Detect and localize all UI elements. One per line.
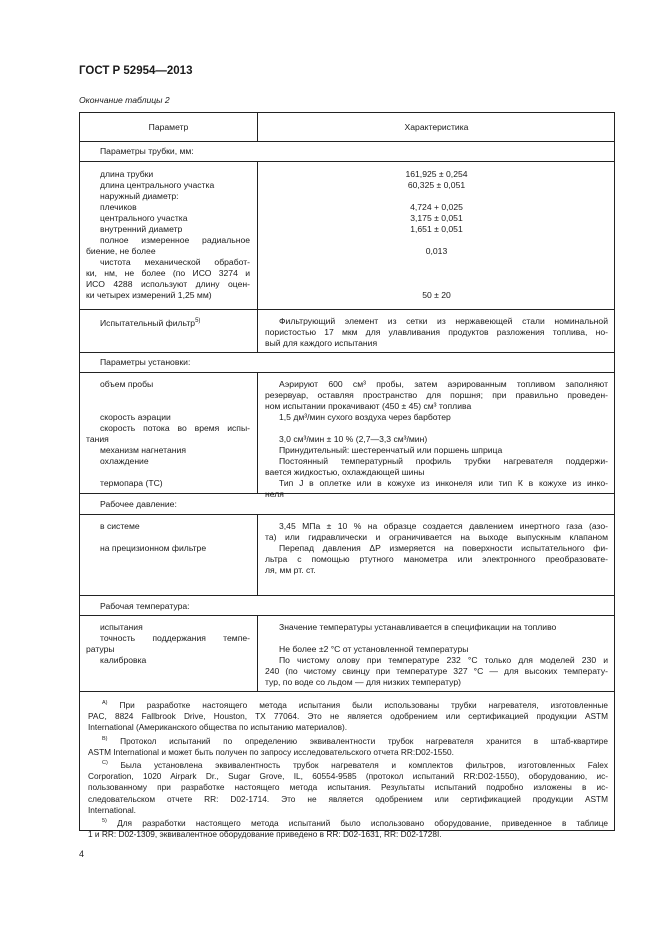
param-label: в системе (100, 521, 140, 531)
footnote-line: International. (88, 804, 136, 815)
row-divider (80, 615, 614, 616)
param-label: биение, не более (86, 246, 156, 256)
param-label: охлаждение (100, 456, 149, 466)
footnote-text: Для разработки настоящего метода испытаний было использовано оборудование, приведенное в таблице (117, 818, 608, 829)
param-label: чистота механической обработ- (100, 257, 250, 267)
param-value: тур, по воде со льдом — для низких температур) (265, 677, 461, 687)
param-label: ратуры (86, 644, 115, 654)
footnote (88, 816, 608, 829)
footnote-text: Протокол испытаний по определению эквивалентности трубок нагревателя хранится в штаб-квартире (120, 735, 608, 746)
row-divider (80, 161, 614, 162)
param-value: 0,013 (425, 246, 448, 256)
footnote-line: пользованному при разработке настоящего метода испытания. Результаты испытаний подробно изложены в ис- (88, 782, 608, 793)
param-label: ИСО 4288 используют длину оцен- (86, 279, 250, 289)
footnote (88, 734, 608, 747)
footnote-line: 1 и RR: D02-1309, эквивалентное оборудование приведено в RR: D02-1631, RR: D02-1728I. (88, 829, 442, 840)
specification-table (79, 112, 615, 840)
column-divider (257, 514, 258, 595)
param-label: испытания (100, 622, 143, 632)
param-label: скорость аэрации (100, 412, 171, 422)
section-title-temperature: Рабочая температура: (100, 601, 190, 611)
param-value: 1,5 дм³/мин сухого воздуха через барботер (279, 412, 451, 422)
param-label: калибровка (100, 655, 147, 665)
col-header-characteristic: Характеристика (404, 122, 469, 132)
param-value: пористостью 17 мкм для улавливания продуктов разложения топлива, но- (265, 327, 608, 337)
param-value: 50 ± 20 (422, 290, 451, 300)
footnote-line: Corporation, 1020 Airpark Dr., Sugar Grove, IL, 60554-9585 (протокол испытаний RR:D02-1550), оборудованию, ис- (88, 771, 608, 782)
footnote-line: International (Американского общества по испытанию материалов). (88, 722, 348, 733)
param-label: внутренний диаметр (100, 224, 183, 234)
row-divider (80, 309, 614, 310)
param-value: 161,925 ± 0,254 (405, 169, 468, 179)
param-label: термопара (ТС) (100, 478, 163, 488)
param-value: Постоянный температурный профиль трубки нагревателя поддержи- (279, 456, 608, 466)
param-value: резервуар, оставляя пространство для поршня; при правильно проведен- (265, 390, 608, 400)
footnote-mark: 5) (102, 818, 107, 825)
param-value: ля, мм рт. ст. (265, 565, 316, 575)
document-header: ГОСТ Р 52954—2013 (79, 65, 193, 77)
param-value: неля (265, 489, 284, 499)
param-label: тания (86, 434, 109, 444)
param-value: Фильтрующий элемент из сетки из нержавеющей стали номинальной (279, 316, 608, 326)
param-value: вый для каждого испытания (265, 338, 378, 348)
param-value: Тип J в оплетке или в кожухе из инконеля или тип К в кожухе из инко- (279, 478, 608, 488)
footnote-line: ASTM International и может быть получен по запросу исследовательского отчета RR:D02-1550. (88, 746, 454, 757)
param-value: вается жидкостью, охлаждающей шины (265, 467, 425, 477)
row-divider (80, 493, 614, 494)
row-divider (80, 372, 614, 373)
table-caption: Окончание таблицы 2 (79, 95, 170, 105)
footnote (88, 698, 608, 711)
param-label: длина трубки (100, 169, 154, 179)
param-value: 60,325 ± 0,051 (407, 180, 466, 190)
param-value: Принудительный: шестеренчатый или поршень шприца (279, 445, 503, 455)
row-divider (80, 141, 614, 142)
param-label: ки, нм, не более (по ИСО 3274 и (86, 268, 250, 278)
param-label: длина центрального участка (100, 180, 215, 190)
param-value: ном испытании прокачивают (450 ± 45) см³ топлива (265, 401, 472, 411)
param-value: Перепад давления ΔP измеряется на поверхности испытательного фи- (279, 543, 608, 553)
param-label-filter (100, 316, 200, 329)
row-divider (80, 691, 614, 692)
param-label: точность поддержания темпе- (100, 633, 250, 643)
row-divider (80, 595, 614, 596)
section-title-setup: Параметры установки: (100, 357, 191, 367)
row-divider (80, 514, 614, 515)
footnote-mark: B) (102, 735, 108, 742)
param-value: 240 (по чистому свинцу при температуре 327 °С — для высоких температу- (265, 666, 608, 676)
param-label: плечиков (100, 202, 137, 212)
param-value: 3,0 см³/мин ± 10 % (2,7—3,3 см³/мин) (279, 434, 428, 444)
column-divider (257, 372, 258, 493)
filter-label-text: Испытательный фильтр (100, 317, 196, 328)
param-value: Не более ±2 °С от установленной температуры (279, 644, 469, 654)
param-label: на прецизионном фильтре (100, 543, 207, 553)
row-divider (80, 352, 614, 353)
param-label: ки четырех измерений 1,25 мм) (86, 290, 212, 300)
param-value: та) или гидравлически и ограничивается на выходе выпускным клапаном (265, 532, 608, 542)
footnote-text: Была установлена эквивалентность трубок нагревателя и комплектов фильтров, изготовленных Falex (120, 759, 608, 770)
param-value: Значение температуры устанавливается в спецификации на топливо (279, 622, 557, 632)
param-value: льтра с помощью ртутного манометра или электронного преобразовате- (265, 554, 608, 564)
column-divider (257, 615, 258, 691)
footnote-mark: C) (102, 760, 108, 767)
param-value: По чистому олову при температуре 232 °С только для моделей 230 и (279, 655, 608, 665)
footnote-text: При разработке настоящего метода испытания были использованы трубки нагревателя, изготовленные (119, 699, 608, 710)
param-value: 4,724 + 0,025 (410, 202, 463, 212)
param-label: полное измеренное радиальное (100, 235, 250, 245)
section-title-pressure: Рабочее давление: (100, 499, 177, 509)
footnote (88, 758, 608, 771)
footnote-ref: 5) (195, 318, 201, 324)
param-label: скорость потока во время испы- (100, 423, 250, 433)
footnotes (88, 698, 608, 841)
param-label: объем пробы (100, 379, 154, 389)
param-value: 3,175 ± 0,051 (410, 213, 463, 223)
footnote-line: PAC, 8824 Fallbrook Drive, Houston, TX 77064. Это не является одобрением или сертификацией продукции ASTM (88, 711, 608, 722)
param-label: механизм нагнетания (100, 445, 186, 455)
footnote-line: следовательском отчете RR: D02-1714. Это не является одобрением или сертификацией продукции ASTM (88, 793, 608, 804)
param-value: 1,651 ± 0,051 (410, 224, 463, 234)
param-value: Аэрируют 600 см³ пробы, затем аэрированным топливом заполняют (279, 379, 608, 389)
footnote-mark: A) (102, 700, 108, 706)
col-header-parameter: Параметр (148, 122, 189, 132)
param-value: 3,45 МПа ± 10 % на образце создается давлением инертного газа (азо- (279, 521, 608, 531)
section-title-tube: Параметры трубки, мм: (100, 146, 194, 156)
param-label: наружный диаметр: (100, 191, 179, 201)
param-label: центрального участка (100, 213, 188, 223)
page-number: 4 (79, 849, 85, 859)
